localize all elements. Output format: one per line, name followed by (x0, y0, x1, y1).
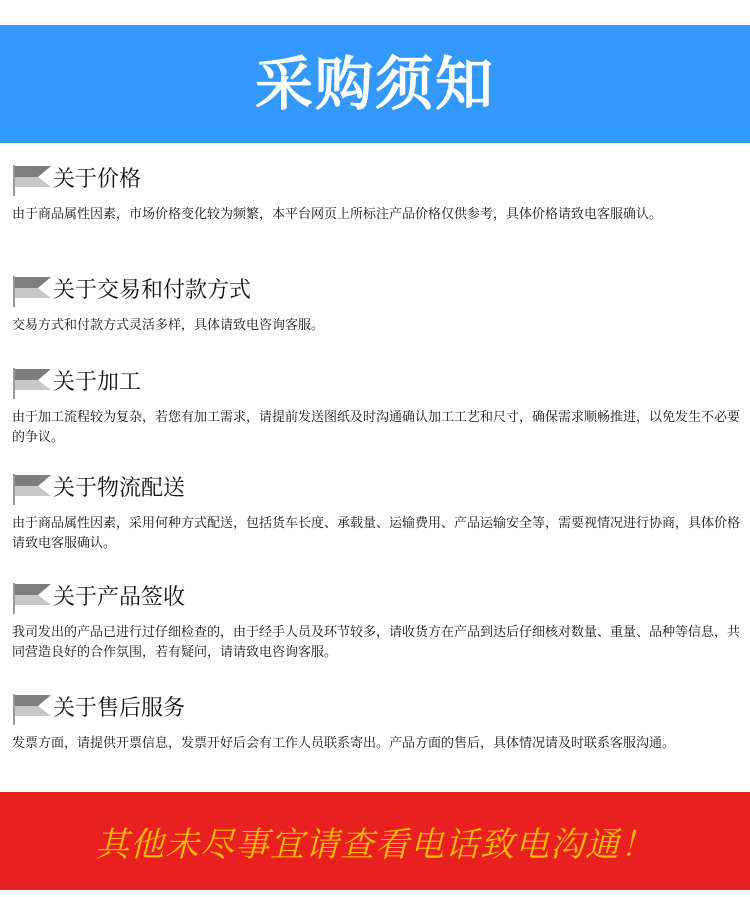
section-text: 由于商品属性因素，市场价格变化较为频繁，本平台网页上所标注产品价格仅供参考，具体价格请致电客服确认。 (12, 207, 663, 222)
section-text: 由于商品属性因素，采用何种方式配送，包括货车长度、承载量、运输费用、产品运输安全等，需要视情况进行协商，具体价格请致电客服确认。 (12, 516, 741, 551)
flag-icon (12, 366, 52, 400)
section-title: 关于加工 (53, 370, 142, 395)
section-title: 关于交易和付款方式 (53, 278, 252, 303)
section-text: 由于加工流程较为复杂，若您有加工需求，请提前发送图纸及时沟通确认加工工艺和尺寸，确保需求顺畅推进，以免发生不必要的争议。 (12, 410, 741, 445)
flag-icon (12, 692, 52, 726)
section-title: 关于物流配送 (53, 476, 186, 501)
section-title: 关于价格 (53, 167, 142, 192)
footer-banner (0, 792, 750, 890)
flag-icon (12, 163, 52, 197)
flag-icon (12, 581, 52, 615)
section-heading (12, 692, 185, 726)
section-heading (12, 472, 185, 506)
section-text: 发票方面，请提供开票信息，发票开好后会有工作人员联系寄出。产品方面的售后，具体情况请及时联系客服沟通。 (12, 736, 676, 751)
flag-icon (12, 274, 52, 308)
section-heading (12, 581, 185, 615)
section-heading (12, 163, 141, 197)
section-heading (12, 366, 141, 400)
section-heading (12, 274, 251, 308)
header-banner (0, 25, 750, 143)
page-title: 采购须知 (254, 50, 495, 118)
section-title: 关于售后服务 (53, 696, 186, 721)
footer-notice: 其他未尽事宜请查看电话致电沟通！ (95, 824, 655, 865)
section-title: 关于产品签收 (53, 585, 186, 610)
flag-icon (12, 472, 52, 506)
section-text: 我司发出的产品已进行过仔细检查的，由于经手人员及环节较多，请收货方在产品到达后仔细核对数量、重量、品种等信息，共同营造良好的合作氛围，若有疑问，请请致电咨询客服。 (12, 625, 741, 660)
section-text: 交易方式和付款方式灵活多样，具体请致电咨询客服。 (12, 318, 325, 333)
